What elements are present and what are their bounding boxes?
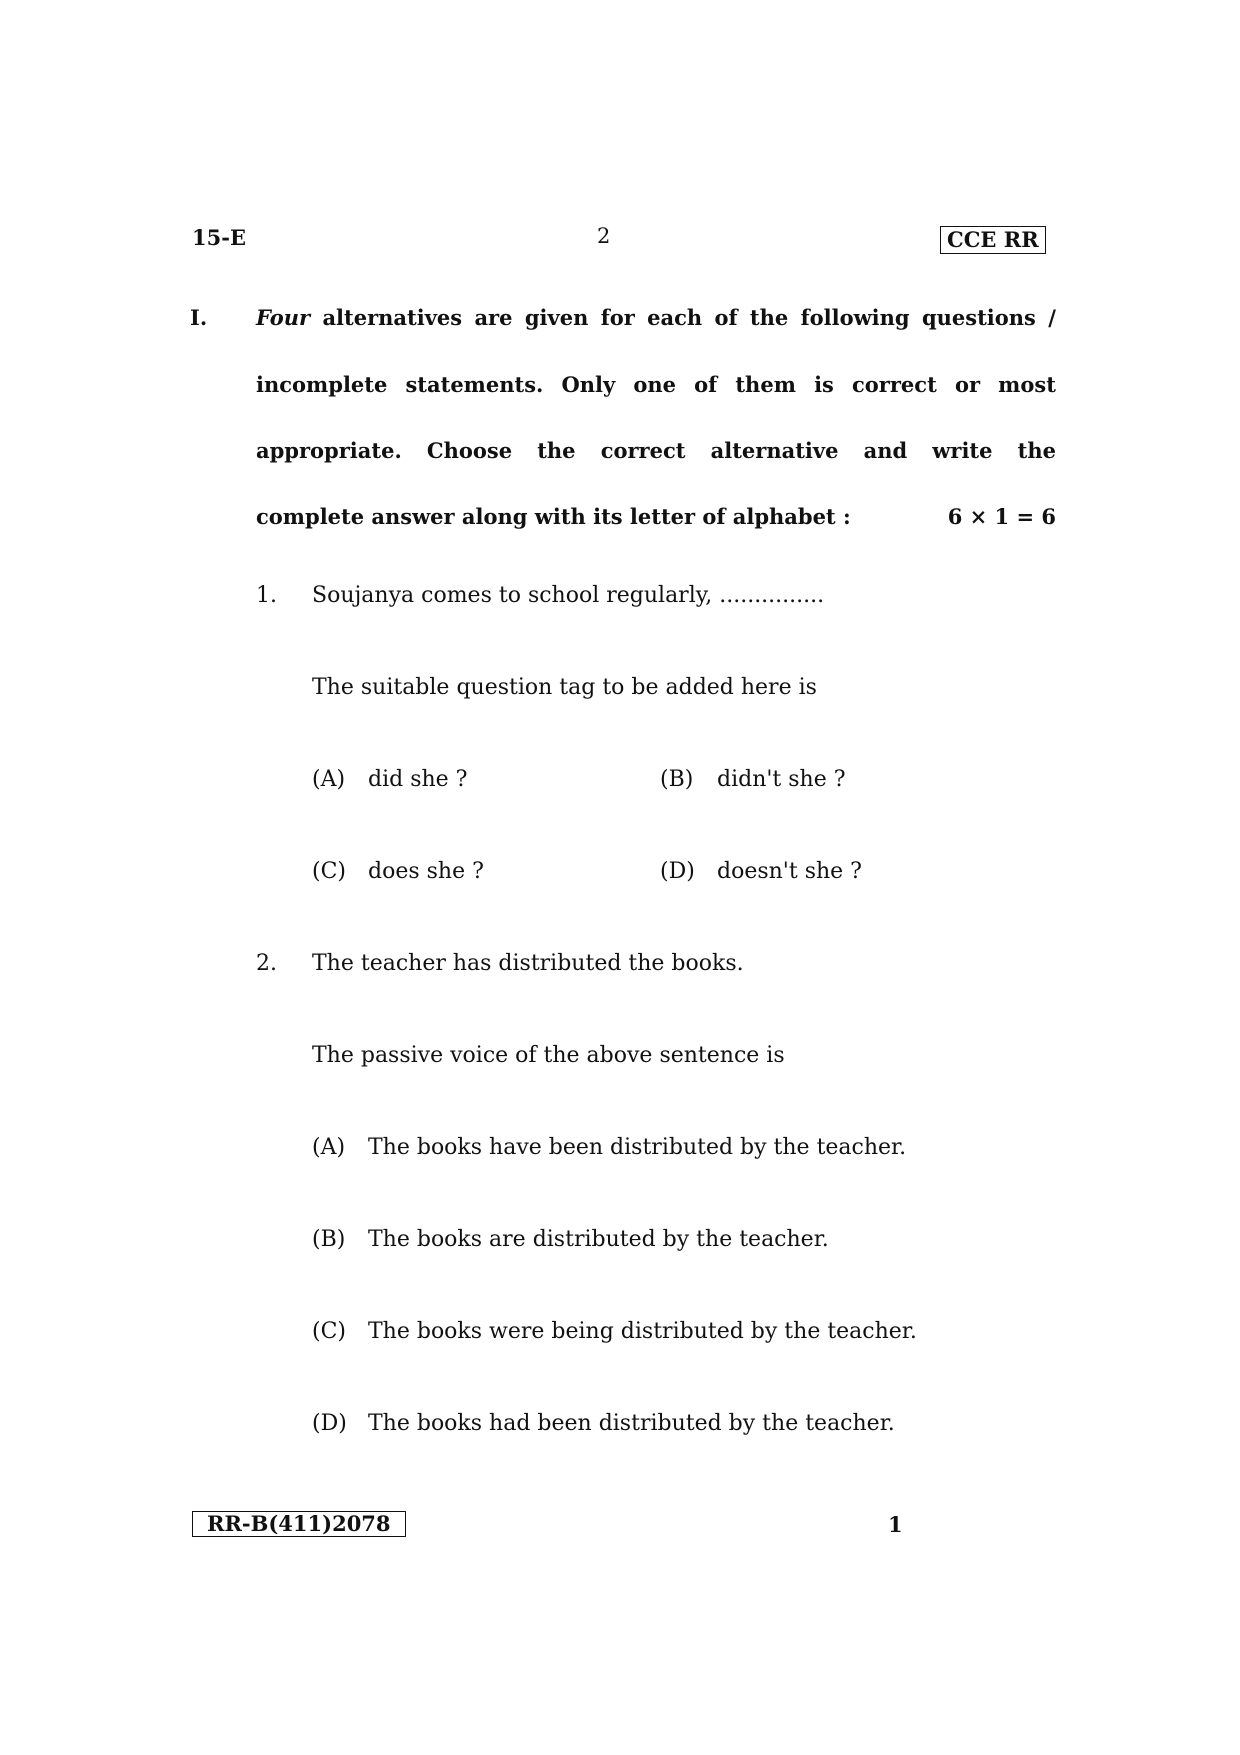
instruction-last: complete answer along with its letter of alphabet : bbox=[256, 504, 851, 529]
option-text: The books had been distributed by the teacher. bbox=[368, 1411, 895, 1436]
option-text: does she ? bbox=[368, 859, 484, 884]
question-number: 2. bbox=[256, 951, 277, 976]
marks-allocation: 6 × 1 = 6 bbox=[947, 504, 1056, 529]
instruction-word: questions bbox=[921, 305, 1036, 330]
instruction-word: or bbox=[954, 372, 981, 397]
instruction-word: the bbox=[1017, 438, 1056, 463]
option-text: The books have been distributed by the teacher. bbox=[368, 1135, 907, 1160]
instruction-word: alternative bbox=[710, 438, 839, 463]
option-letter: (D) bbox=[660, 859, 695, 884]
instruction-word: Only bbox=[561, 372, 616, 397]
instruction-word: of bbox=[714, 305, 738, 330]
instruction-word: incomplete bbox=[256, 372, 388, 397]
instruction-line-3 bbox=[256, 438, 1056, 463]
option-letter: (B) bbox=[312, 1227, 346, 1252]
option-letter: (A) bbox=[312, 1135, 346, 1160]
footer-code-box: RR-B(411)2078 bbox=[192, 1511, 406, 1537]
series-box: CCE RR bbox=[940, 226, 1046, 254]
instruction-word: the bbox=[537, 438, 576, 463]
question-prompt: The passive voice of the above sentence is bbox=[312, 1043, 785, 1068]
option-text: doesn't she ? bbox=[717, 859, 862, 884]
page-number: 2 bbox=[597, 224, 611, 248]
instruction-word: for bbox=[600, 305, 635, 330]
option-text: did she ? bbox=[368, 767, 468, 792]
option-letter: (A) bbox=[312, 767, 346, 792]
instruction-line-2 bbox=[256, 372, 1056, 397]
option-text: didn't she ? bbox=[717, 767, 846, 792]
instruction-word: given bbox=[524, 305, 589, 330]
question-number: 1. bbox=[256, 583, 277, 608]
question-prompt: The suitable question tag to be added here is bbox=[312, 675, 817, 700]
instruction-word: them bbox=[735, 372, 796, 397]
instruction-word: / bbox=[1048, 305, 1056, 330]
instruction-word: Four bbox=[256, 305, 311, 330]
instruction-word: of bbox=[694, 372, 718, 397]
instruction-word: are bbox=[474, 305, 513, 330]
option-letter: (C) bbox=[312, 859, 346, 884]
instruction-word: is bbox=[814, 372, 834, 397]
instruction-word: one bbox=[633, 372, 677, 397]
instruction-word: following bbox=[800, 305, 910, 330]
option-letter: (C) bbox=[312, 1319, 346, 1344]
option-letter: (D) bbox=[312, 1411, 347, 1436]
option-text: The books were being distributed by the teacher. bbox=[368, 1319, 917, 1344]
instruction-word: the bbox=[749, 305, 789, 330]
instruction-word: each bbox=[647, 305, 703, 330]
instruction-word: alternatives bbox=[322, 305, 463, 330]
instruction-word: statements. bbox=[405, 372, 544, 397]
sheet-number: 1 bbox=[888, 1512, 903, 1537]
instruction-word: most bbox=[998, 372, 1056, 397]
instruction-line-4 bbox=[256, 504, 1056, 529]
instruction-line-1 bbox=[256, 305, 1056, 330]
instruction-word: correct bbox=[600, 438, 686, 463]
instruction-word: and bbox=[863, 438, 908, 463]
option-text: The books are distributed by the teacher. bbox=[368, 1227, 829, 1252]
instruction-word: write bbox=[932, 438, 993, 463]
instruction-word: appropriate. bbox=[256, 438, 402, 463]
instruction-word: Choose bbox=[426, 438, 513, 463]
section-roman: I. bbox=[190, 305, 208, 330]
option-letter: (B) bbox=[660, 767, 694, 792]
paper-code: 15-E bbox=[192, 225, 246, 250]
instruction-word: correct bbox=[852, 372, 937, 397]
question-text: The teacher has distributed the books. bbox=[312, 951, 744, 976]
question-text: Soujanya comes to school regularly, ............... bbox=[312, 583, 825, 608]
